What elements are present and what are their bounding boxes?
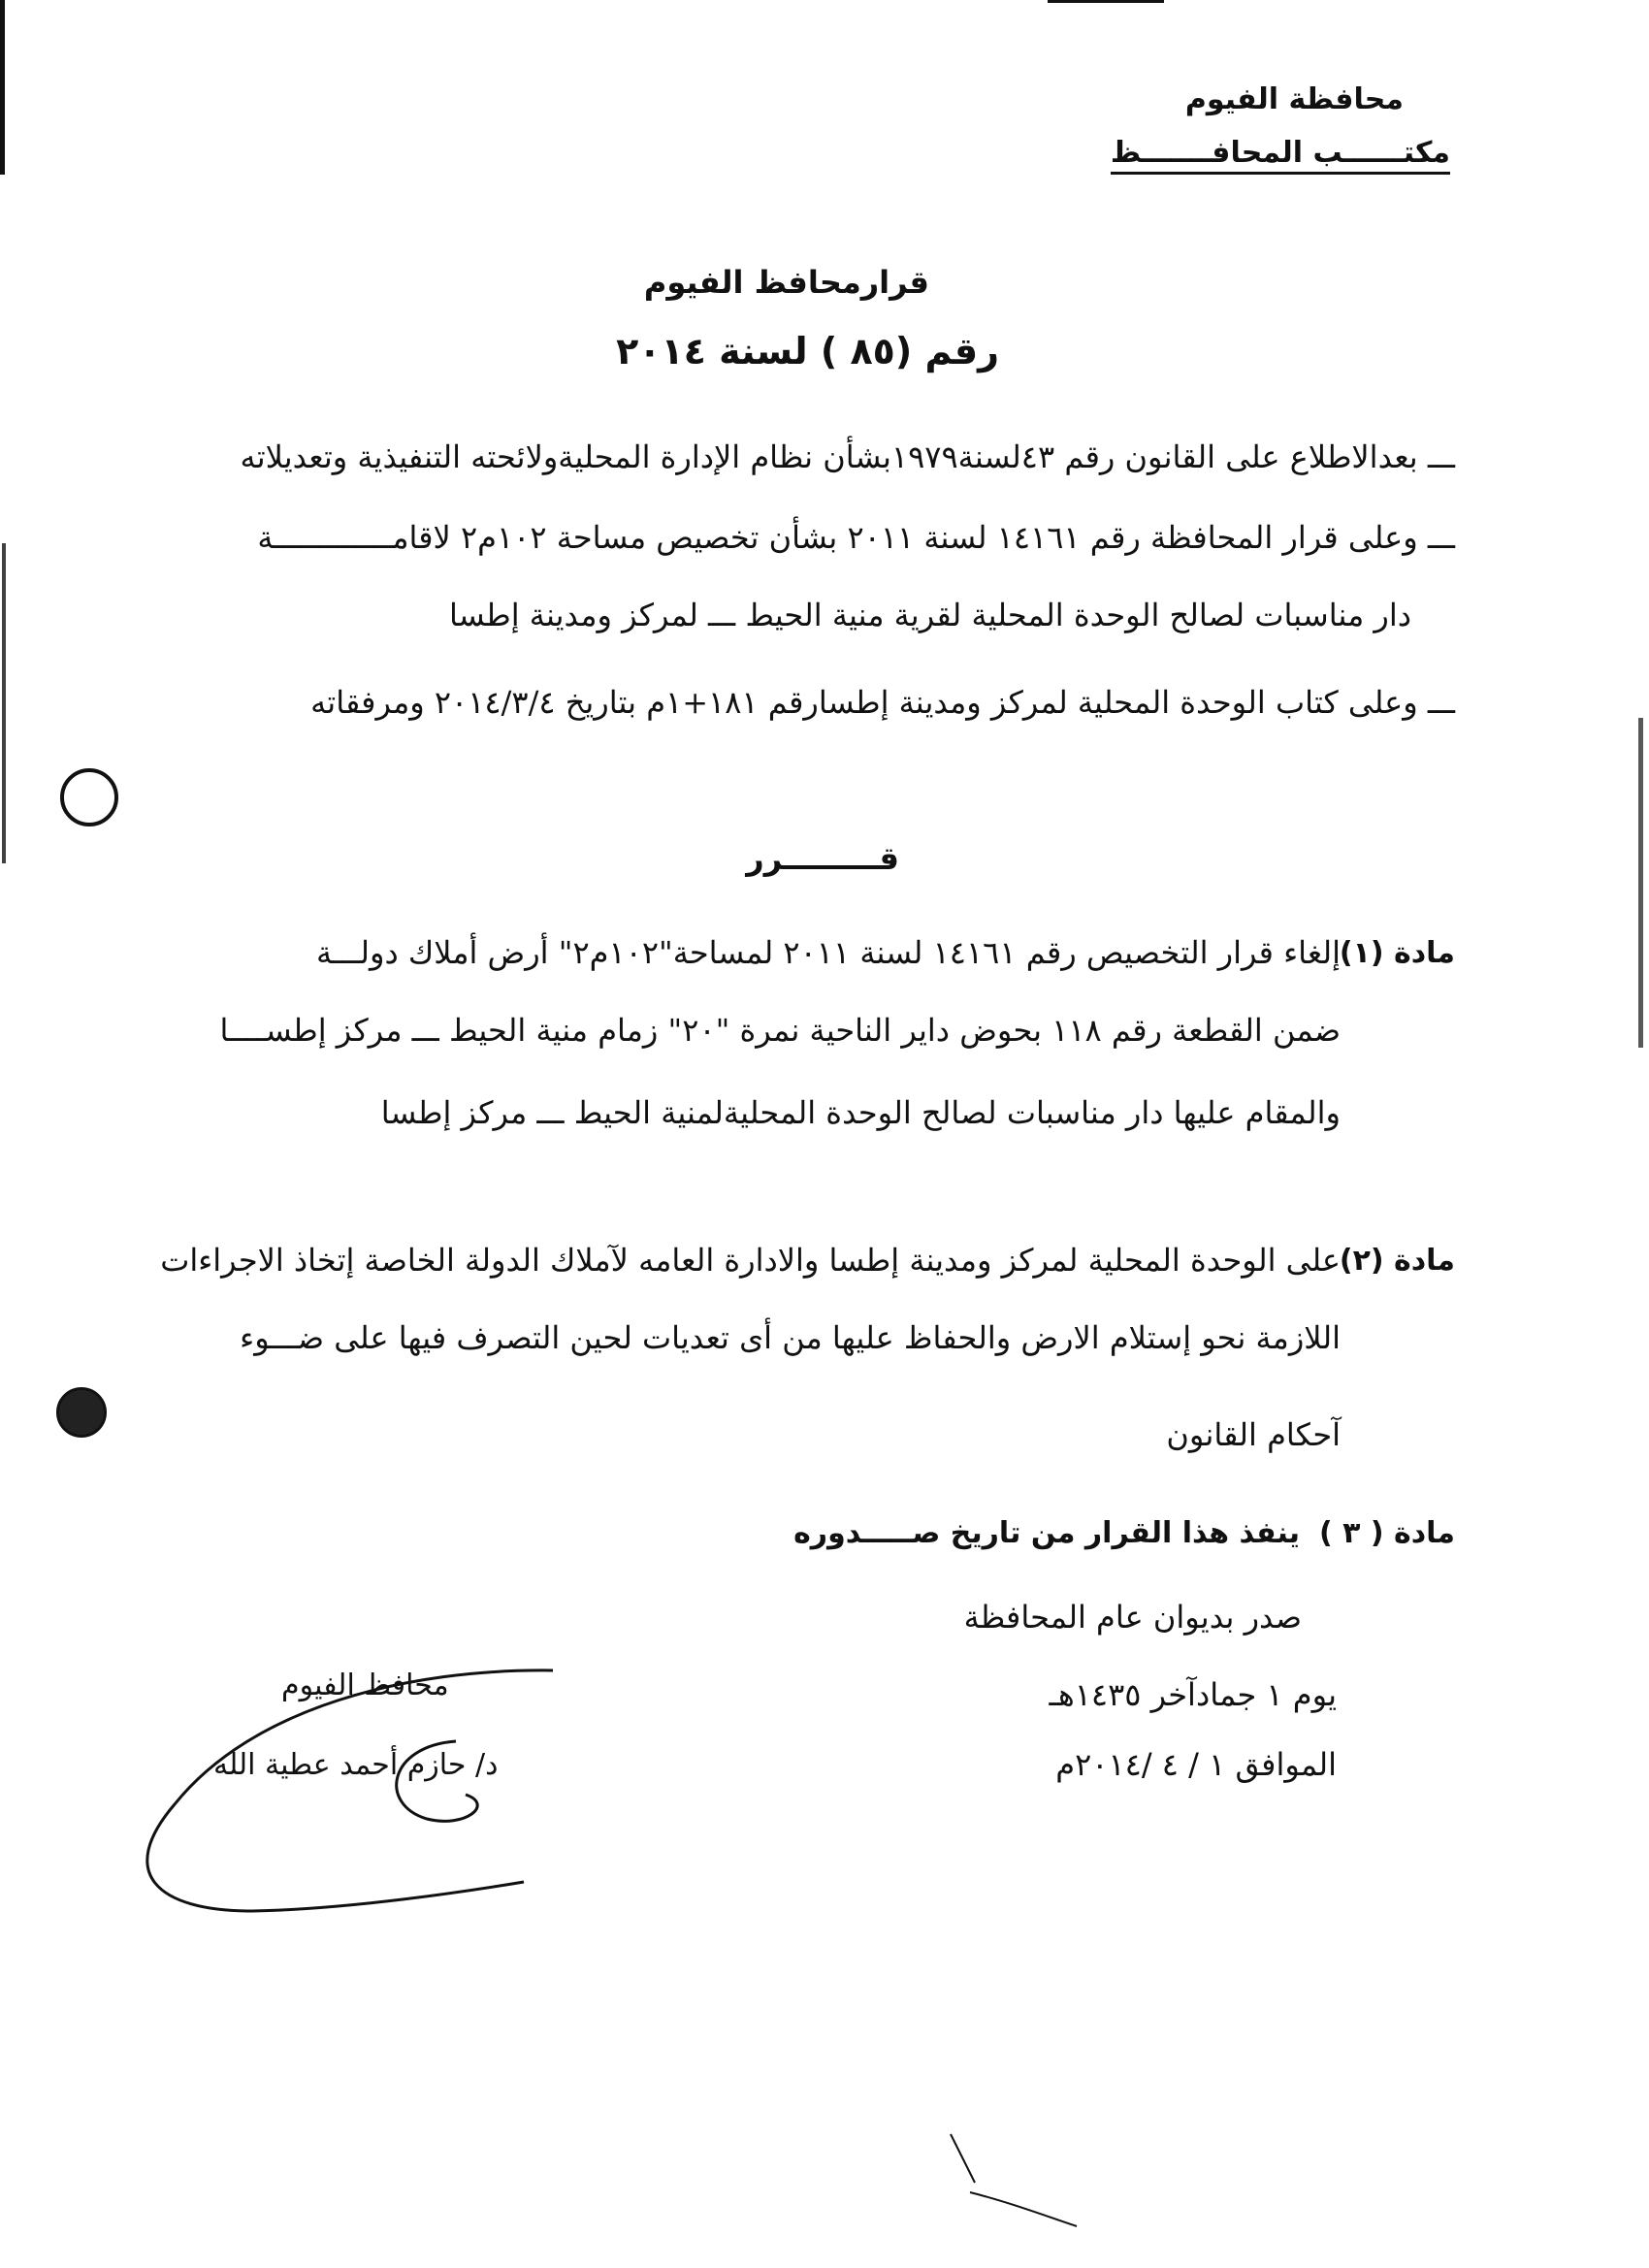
article-1-label: مادة (١) [1339,936,1455,970]
issuance-hijri-date: يوم ١ جمادآخر ١٤٣٥هـ [1049,1676,1337,1713]
scan-edge-right [1638,718,1643,1048]
article-2-line-1: على الوحدة المحلية لمركز ومدينة إطسا والادارة العامه لآملاك الدولة الخاصة إتخاذ الاجراءات [160,1242,1341,1279]
stray-pen-mark [931,2124,1086,2231]
preamble-line-4: ـــ وعلى كتاب الوحدة المحلية لمركز ومدينة إطسارقم ١٨١+١م بتاريخ ٢٠١٤/٣/٤ ومرفقاته [310,684,1455,721]
preamble-line-3: دار مناسبات لصالح الوحدة المحلية لقرية منية الحيط ـــ لمركز ومدينة إطسا [448,597,1411,633]
signatory-name: د/ حازم أحمد عطية الله [213,1748,499,1782]
handwritten-signature [116,1649,601,1930]
article-1-line-1: إلغاء قرار التخصيص رقم ١٤١٦١ لسنة ٢٠١١ لمساحة"١٠٢م٢" أرض أملاك دولـــة [315,934,1341,971]
article-1-line-3: والمقام عليها دار مناسبات لصالح الوحدة المحليةلمنية الحيط ـــ مركز إطسا [380,1094,1341,1131]
article-2-line-3: آحكام القانون [1166,1416,1341,1453]
punch-hole-mark-2 [56,1387,107,1438]
scan-edge-left [0,0,5,175]
decision-number: رقم (٨٥ ) لسنة ٢٠١٤ [616,330,999,373]
decides-heading: قـــــــــرر [746,840,899,877]
issuance-gregorian-date: الموافق ١ / ٤ /٢٠١٤م [1055,1746,1337,1783]
scan-edge-left-2 [2,543,6,863]
article-2-label: مادة (٢) [1339,1244,1455,1278]
office-name: مكتــــــب المحافـــــــظ [1111,136,1450,175]
preamble-line-1: ـــ بعدالاطلاع على القانون رقم ٤٣لسنة١٩٧٩بشأن نظام الإدارة المحليةولائحته التنفيذية وتعديلاته [240,438,1455,475]
article-2-line-2: اللازمة نحو إستلام الارض والحفاظ عليها من أى تعديات لحين التصرف فيها على ضـــوء [240,1319,1341,1356]
scan-edge-top [1048,0,1164,3]
article-1-line-2: ضمن القطعة رقم ١١٨ بحوض داير الناحية نمرة "٢٠" زمام منية الحيط ـــ مركز إطســــا [219,1012,1341,1049]
article-3-label: مادة ( ٣ ) [1318,1516,1455,1550]
preamble-line-2: ـــ وعلى قرار المحافظة رقم ١٤١٦١ لسنة ٢٠١١ بشأن تخصيص مساحة ١٠٢م٢ لاقامـــــــــــــة [257,519,1455,556]
decision-title: قرارمحافظ الفيوم [643,264,929,301]
issuance-place: صدر بديوان عام المحافظة [963,1599,1302,1636]
punch-hole-mark [60,768,118,826]
signatory-title: محافظ الفيوم [281,1669,449,1702]
governorate-name: محافظة الفيوم [1184,82,1404,116]
article-3-text: ينفذ هذا القرار من تاريخ صـــــدوره [793,1516,1300,1550]
